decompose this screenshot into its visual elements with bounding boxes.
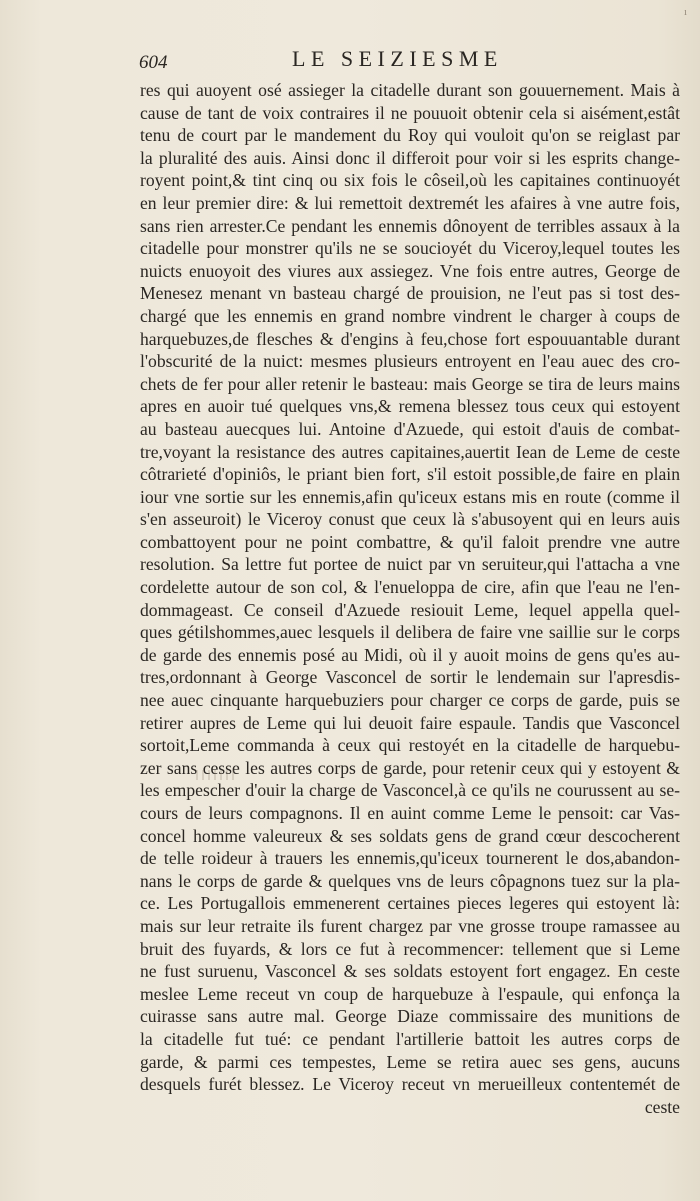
text-line: res qui auoyent osé assieger la citadelle durant son gouuernement. Mais à	[140, 80, 680, 100]
page-corner-mark: ı	[684, 6, 688, 18]
text-line: cause de tant de voix contraires il ne pouuoit obtenir cela si aisément,estât	[140, 102, 680, 123]
text-line: citadelle pour monstrer qu'ils ne se soucioyét du Viceroy,lequel toutes les	[140, 238, 680, 259]
text-line: zer sans cesse les autres corps de garde, pour retenir ceux qui y estoyent &	[140, 757, 680, 778]
page-number: 604	[139, 52, 168, 73]
text-line: desquels furét blessez. Le Viceroy receut vn merueilleux contentemét de	[140, 1074, 680, 1095]
text-line: côtrarieté d'opiniôs, le priant bien fort, s'il estoit possible,de faire en plain	[140, 464, 680, 485]
text-line: chargé que les ennemis en grand nombre vindrent le charger à coups de	[140, 305, 680, 326]
text-line: royent point,& tint cinq ou six fois le côseil,où les capitaines continuoyét	[140, 170, 680, 191]
text-line: meslee Leme receut vn coup de harquebuze à l'espaule, qui enfonça la	[140, 983, 680, 1004]
text-line: les empescher d'ouir la charge de Vasconcel,à ce qu'ils ne courussent au se-	[140, 780, 680, 801]
text-line: nee auec cinquante harquebuziers pour charger ce corps de garde, puis se	[140, 690, 680, 711]
text-line: en leur premier dire: & lui remettoit dextremét les afaires à vne autre fois,	[140, 192, 680, 213]
text-line: l'obscurité de la nuict: mesmes plusieurs entroyent en l'eau auec des cro-	[140, 351, 680, 372]
text-line: cordelette autour de son col, & l'enueloppa de cire, afin que l'eau ne l'en-	[140, 577, 680, 598]
text-line: tres,ordonnant à George Vasconcel de sortir le lendemain sur l'apresdis-	[140, 667, 680, 688]
text-line: ques gétilshommes,auec lesquels il delibera de faire vne saillie sur le corps	[140, 622, 680, 643]
body-text	[140, 79, 680, 1118]
bleed-through-mark	[196, 770, 236, 780]
text-line: s'en asseuroit) le Viceroy conust que ceux là s'abusoyent qui en leurs auis	[140, 509, 680, 530]
text-line: resolution. Sa lettre fut portee de nuict par vn seruiteur,qui l'attacha a vne	[140, 554, 680, 575]
text-line: retirer aupres de Leme qui lui deuoit faire espaule. Tandis que Vasconcel	[140, 712, 680, 733]
text-line: au basteau auecques lui. Antoine d'Azuede, qui estoit d'auis de combat-	[140, 418, 680, 439]
text-line: sans rien arrester.Ce pendant les ennemis dônoyent de terribles assaux à la	[140, 215, 680, 236]
text-line: bruit des fuyards, & lors ce fut à recommencer: tellement que si Leme	[140, 938, 680, 959]
text-line: de garde des ennemis posé au Midi, où il y auoit moins de gens qu'es au-	[140, 644, 680, 665]
catchword: ceste	[644, 1096, 680, 1117]
text-line: apres en auoir tué quelques vns,& remena blessez tous ceux qui estoyent	[140, 396, 680, 417]
text-line: tre,voyant la resistance des autres capitaines,auertit Iean de Leme de ceste	[140, 441, 680, 462]
text-line: chets de fer pour aller retenir le basteau: mais George se tira de leurs mains	[140, 373, 680, 394]
text-line: sortoit,Leme commanda à ceux qui restoyét en la citadelle de harquebu-	[140, 735, 680, 756]
text-line: nans le corps de garde & quelques vns de leurs côpagnons tuez sur la pla-	[140, 870, 680, 891]
text-line: la citadelle fut tué: ce pendant l'artillerie battoit les autres corps de	[140, 1028, 680, 1049]
text-line: cuirasse sans autre mal. George Diaze commissaire des munitions de	[140, 1006, 680, 1027]
text-line: nuicts enuoyoit des viures aux assiegez. Vne fois entre autres, George de	[140, 260, 680, 281]
text-line: cours de leurs compagnons. Il en auint comme Leme le pensoit: car Vas-	[140, 803, 680, 823]
text-line: la pluralité des auis. Ainsi donc il differoit pour voir si les esprits change-	[140, 147, 680, 168]
running-title: LE SEIZIESME	[292, 46, 503, 71]
text-line: ne fust suruenu, Vasconcel & ses soldats estoyent fort engagez. En ceste	[140, 961, 680, 982]
text-line: concel homme valeureux & ses soldats gens de grand cœur descocherent	[140, 825, 680, 846]
text-line: garde, & parmi ces tempestes, Leme se retira auec ses gens, aucuns	[140, 1051, 680, 1072]
text-line: mais sur leur retraite ils furent chargez par vne grosse troupe ramassee au	[140, 915, 680, 936]
text-line: combattoyent pour ne point combattre, & qu'il faloit prendre vne autre	[140, 531, 680, 552]
page-header	[0, 46, 700, 76]
text-line: tenu de court par le mandement du Roy qui vouloit qu'on se reiglast par	[140, 125, 680, 146]
text-line: harquebuzes,de flesches & d'engins à feu,chose fort espouuantable durant	[140, 328, 680, 349]
text-line: iour vne sortie sur les ennemis,afin qu'iceux estans mis en route (comme il	[140, 486, 680, 507]
text-line: dommageast. Ce conseil d'Azuede resiouit Leme, lequel appella quel-	[140, 599, 680, 620]
text-line: ce. Les Portugallois emmenerent certaines pieces legeres qui estoyent là:	[140, 893, 680, 914]
text-line: de telle roideur à trauers les ennemis,qu'iceux tournerent le dos,abandon-	[140, 848, 680, 869]
text-line: Menesez menant vn basteau chargé de prouision, ne l'eut pas si tost des-	[140, 283, 680, 304]
